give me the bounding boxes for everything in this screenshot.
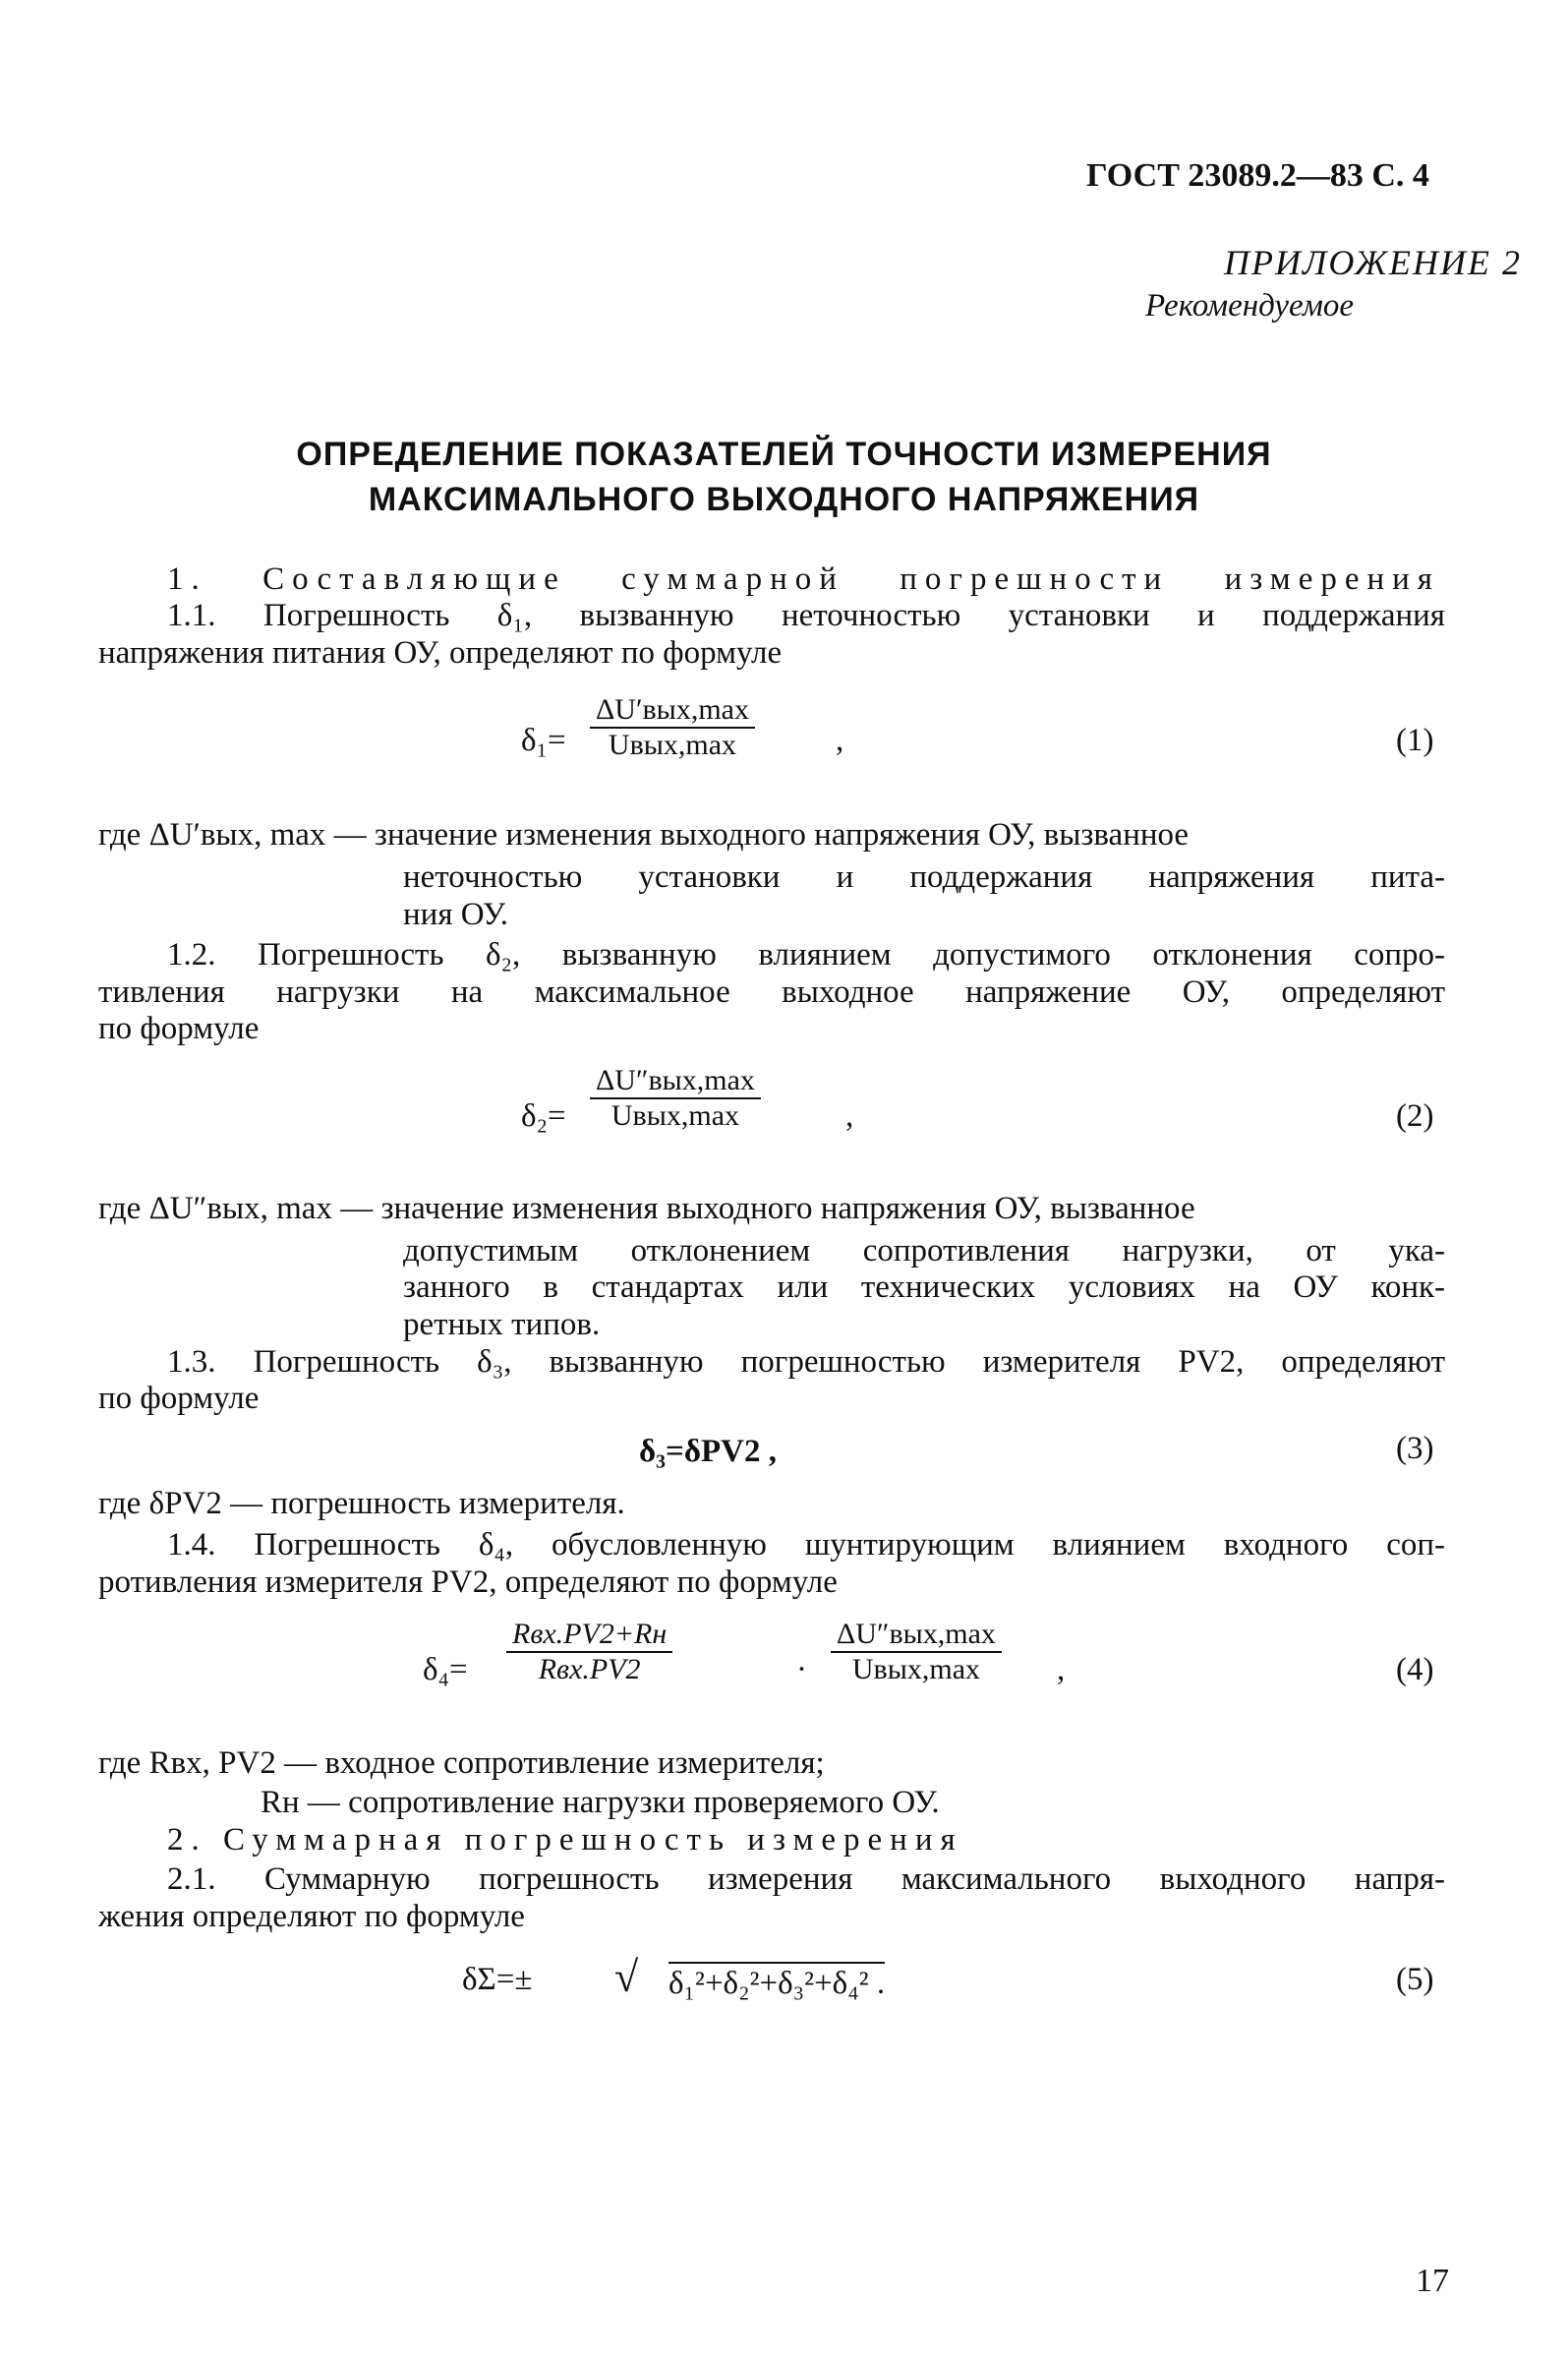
where2-line2: допустимым отклонением сопротивления нагрузки, от ука- <box>403 1233 1445 1268</box>
formula3-expression: δ₃=δPV2 , <box>639 1434 777 1469</box>
where1-line1: где ΔU′вых, max — значение изменения выходного напряжения ОУ, вызванное <box>98 817 1190 853</box>
formula3-number: (3) <box>1396 1431 1434 1466</box>
formula4-denominator2: Uвых,max <box>851 1653 981 1685</box>
where4-line1: где Rвх, PV2 — входное сопротивление измерителя; <box>98 1745 825 1781</box>
formula4-lhs: δ₄= <box>423 1652 468 1687</box>
p13-line2: по формуле <box>98 1381 260 1416</box>
formula5-radical: √ <box>614 1953 639 2001</box>
formula4-dot: · <box>796 1652 807 1687</box>
where1-line3: ния ОУ. <box>403 897 508 932</box>
section1-heading: 1. Составляющие суммарной погрешности измерения <box>167 561 1440 597</box>
formula4-number: (4) <box>1396 1652 1434 1687</box>
p14-line2: ротивления измерителя PV2, определяют по формуле <box>98 1564 838 1600</box>
appendix-label: ПРИЛОЖЕНИЕ 2 <box>1224 243 1522 282</box>
recommended-label: Рекомендуемое <box>1145 288 1355 324</box>
page-title-line1: ОПРЕДЕЛЕНИЕ ПОКАЗАТЕЛЕЙ ТОЧНОСТИ ИЗМЕРЕНИЯ <box>296 436 1272 473</box>
formula1-lhs: δ₁= <box>521 723 566 758</box>
section2-heading: 2. Суммарная погрешность измерения <box>167 1822 963 1858</box>
where1-line2: неточностью установки и поддержания напряжения пита- <box>403 859 1445 895</box>
formula2-denominator: Uвых,max <box>610 1099 740 1132</box>
formula2-lhs: δ₂= <box>521 1098 566 1134</box>
p11-line1: 1.1. Погрешность δ₁, вызванную неточностью установки и поддержания <box>167 598 1445 633</box>
p14-line1: 1.4. Погрешность δ₄, обусловленную шунтирующим влиянием входного соп- <box>167 1527 1445 1563</box>
formula1-fraction <box>590 693 755 762</box>
formula2-number: (2) <box>1396 1098 1434 1134</box>
p13-line1: 1.3. Погрешность δ₃, вызванную погрешностью измерителя PV2, определяют <box>167 1344 1445 1380</box>
formula2-comma: , <box>845 1098 854 1134</box>
p12-line1: 1.2. Погрешность δ₂, вызванную влиянием допустимого отклонения сопро- <box>167 937 1445 973</box>
page-title-line2: МАКСИМАЛЬНОГО ВЫХОДНОГО НАПРЯЖЕНИЯ <box>368 481 1200 518</box>
p21-line1: 2.1. Суммарную погрешность измерения максимального выходного напря- <box>167 1861 1445 1897</box>
where2-line4: ретных типов. <box>403 1307 601 1342</box>
formula4-fraction2 <box>831 1618 1002 1686</box>
where2-line3: занного в стандартах или технических условиях на ОУ конк- <box>403 1269 1445 1305</box>
formula4-numerator2: ΔU″вых,max <box>837 1618 996 1650</box>
formula1-numerator: ΔU′вых,max <box>596 693 749 726</box>
page-number: 17 <box>1416 2263 1449 2299</box>
formula4-denominator1: Rвх.PV2 <box>538 1653 641 1685</box>
where2-line1: где ΔU″вых, max — значение изменения выходного напряжения ОУ, вызванное <box>98 1191 1195 1226</box>
formula5-radicand: δ₁²+δ₂²+δ₃²+δ₄² . <box>668 1962 885 2002</box>
gost-header: ГОСТ 23089.2—83 С. 4 <box>1086 157 1429 194</box>
formula1-number: (1) <box>1396 723 1434 758</box>
formula4-fraction1 <box>506 1618 672 1686</box>
p21-line2: жения определяют по формуле <box>98 1899 525 1934</box>
p12-line3: по формуле <box>98 1011 260 1046</box>
formula4-comma: , <box>1057 1652 1066 1687</box>
where3-line: где δPV2 — погрешность измерителя. <box>98 1486 625 1521</box>
formula5-lhs: δΣ=± <box>462 1962 533 1997</box>
formula2-fraction <box>590 1064 761 1133</box>
formula1-denominator: Uвых,max <box>608 729 737 761</box>
formula5-number: (5) <box>1396 1962 1434 1997</box>
formula2-numerator: ΔU″вых,max <box>596 1064 755 1096</box>
p12-line2: тивления нагрузки на максимальное выходное напряжение ОУ, определяют <box>98 974 1445 1010</box>
formula1-comma: , <box>836 723 844 758</box>
p11-line2: напряжения питания ОУ, определяют по формуле <box>98 635 783 671</box>
formula4-numerator1: Rвх.PV2+Rн <box>512 1618 668 1650</box>
where4-line2: Rн — сопротивление нагрузки проверяемого ОУ. <box>261 1785 940 1820</box>
